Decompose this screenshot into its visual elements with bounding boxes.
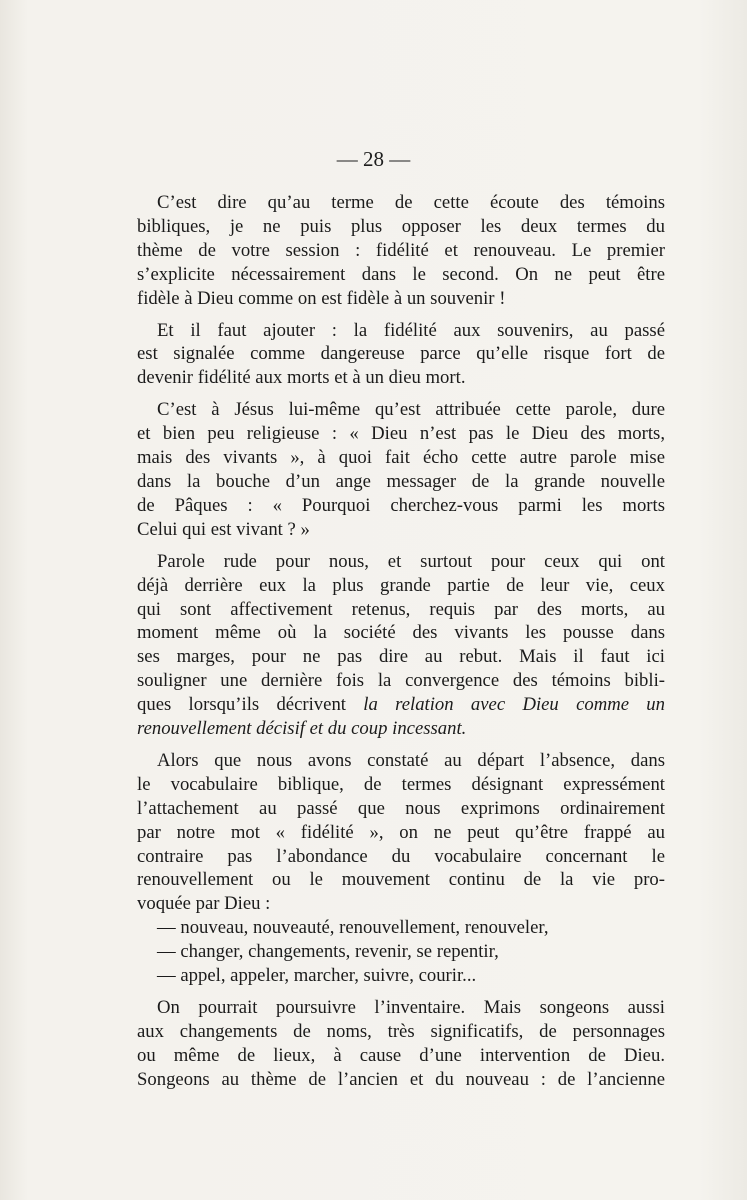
paragraph: [137, 996, 665, 1092]
text-line: bibliques, je ne puis plus opposer les deux termes du: [137, 215, 665, 237]
dash-list: [137, 916, 665, 988]
text-line: de Pâques : « Pourquoi cherchez-vous parmi les morts: [137, 494, 665, 516]
paragraph: [137, 550, 665, 741]
text-line: renouvellement ou le mouvement continu de la vie pro-: [137, 869, 665, 891]
text-line: Parole rude pour nous, et surtout pour ceux qui ont: [157, 550, 665, 572]
text-line: Songeons au thème de l’ancien et du nouveau : de l’ancienne: [137, 1068, 665, 1090]
text-line: mais des vivants », à quoi fait écho cette autre parole mise: [137, 447, 665, 469]
text-line: Et il faut ajouter : la fidélité aux souvenirs, au passé: [157, 319, 665, 341]
page-number: — 28 —: [336, 147, 411, 171]
paragraph: [137, 749, 665, 916]
italic-phrase: la relation avec Dieu comme un: [363, 694, 665, 716]
text-segment: ques lorsqu’ils décrivent: [137, 694, 346, 716]
paragraph: [137, 398, 665, 541]
text-line: par notre mot « fidélité », on ne peut qu’être frappé au: [137, 821, 665, 843]
text-line-mixed: [137, 693, 665, 717]
text-line: contraire pas l’abondance du vocabulaire concernant le: [137, 845, 665, 867]
text-line: dans la bouche d’un ange messager de la grande nouvelle: [137, 470, 665, 492]
text-line: moment même où la société des vivants les pousse dans: [137, 622, 665, 644]
text-line: souligner une dernière fois la convergence des témoins bibli-: [137, 670, 665, 692]
text-line: C’est à Jésus lui-même qu’est attribuée cette parole, dure: [157, 399, 665, 421]
text-line: aux changements de noms, très significatifs, de personnages: [137, 1020, 665, 1042]
body-text: [137, 191, 665, 1092]
italic-phrase: renouvellement décisif et du coup incessant.: [137, 718, 467, 740]
text-line: ou même de lieux, à cause d’une intervention de Dieu.: [137, 1044, 665, 1066]
text-line: le vocabulaire biblique, de termes désignant expressément: [137, 773, 665, 795]
paragraph: [137, 319, 665, 391]
text-line: Celui qui est vivant ? »: [137, 518, 310, 540]
text-line: voquée par Dieu :: [137, 893, 271, 915]
text-line: qui sont affectivement retenus, requis par des morts, au: [137, 598, 665, 620]
list-item: — changer, changements, revenir, se repentir,: [157, 941, 499, 963]
text-line: ses marges, pour ne pas dire au rebut. Mais il faut ici: [137, 646, 665, 668]
text-line: s’explicite nécessairement dans le second. On ne peut être: [137, 263, 665, 285]
paragraph: [137, 191, 665, 311]
text-line: déjà derrière eux la plus grande partie de leur vie, ceux: [137, 574, 665, 596]
text-line: l’attachement au passé que nous exprimons ordinairement: [137, 797, 665, 819]
list-item: — appel, appeler, marcher, suivre, courir...: [157, 965, 477, 987]
text-line: fidèle à Dieu comme on est fidèle à un souvenir !: [137, 287, 506, 309]
text-line: devenir fidélité aux morts et à un dieu mort.: [137, 367, 466, 389]
text-line: est signalée comme dangereuse parce qu’elle risque fort de: [137, 343, 665, 365]
text-line: C’est dire qu’au terme de cette écoute des témoins: [157, 192, 665, 213]
text-line-italic: [137, 717, 665, 741]
text-line: On pourrait poursuivre l’inventaire. Mais songeons aussi: [157, 997, 665, 1018]
text-line: thème de votre session : fidélité et renouveau. Le premier: [137, 239, 665, 261]
list-item: — nouveau, nouveauté, renouvellement, renouveler,: [157, 917, 549, 939]
text-line: et bien peu religieuse : « Dieu n’est pas le Dieu des morts,: [137, 423, 665, 445]
text-line: Alors que nous avons constaté au départ l’absence, dans: [157, 749, 665, 771]
